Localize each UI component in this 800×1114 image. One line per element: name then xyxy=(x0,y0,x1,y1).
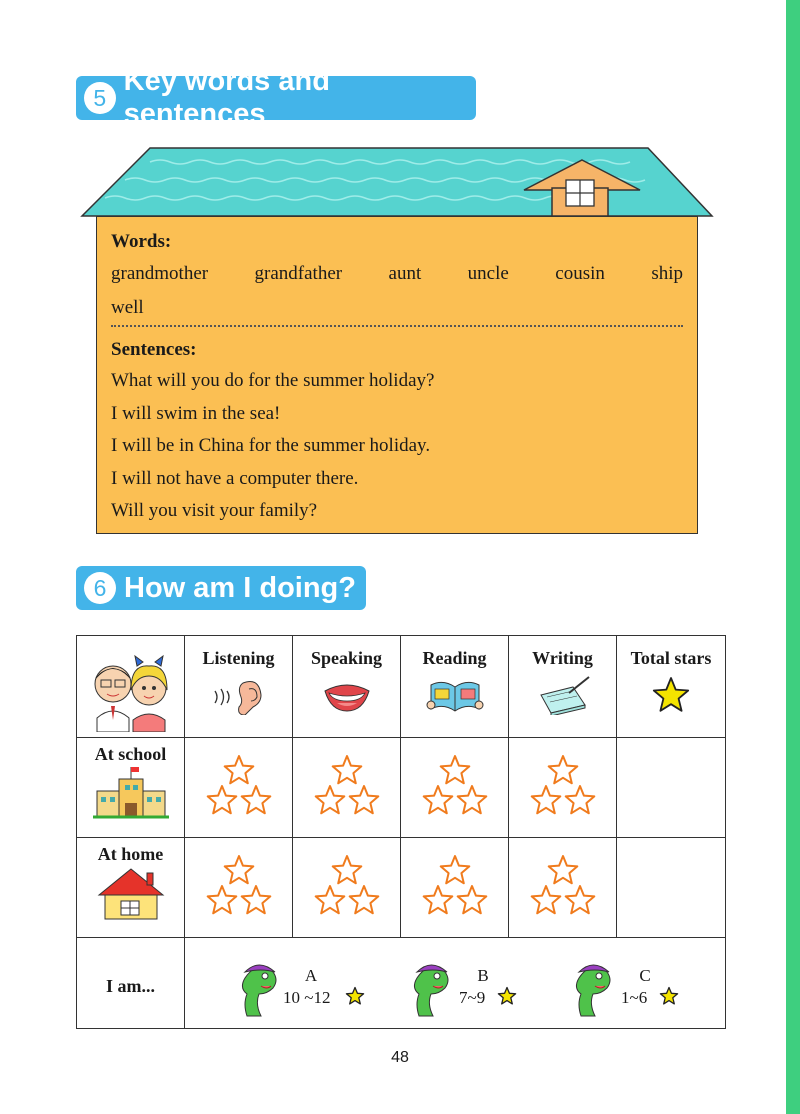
grade-range: 7~9 xyxy=(459,988,486,1007)
yellow-star-icon xyxy=(651,675,691,715)
section-5-number: 5 xyxy=(84,82,116,114)
total-stars-label: Total stars xyxy=(630,648,712,668)
listening-home-stars xyxy=(185,838,293,938)
table-row xyxy=(77,738,726,838)
word-item: uncle xyxy=(467,263,509,284)
writing-header xyxy=(509,636,617,738)
writing-school-stars xyxy=(509,738,617,838)
sentence-item: Will you visit your family? xyxy=(111,500,318,521)
section-5-title: Key words and sentences xyxy=(123,65,330,130)
sentence-item: I will be in China for the summer holiday. xyxy=(111,435,431,456)
dinosaur-icon xyxy=(235,958,283,1018)
word-item: grandfather xyxy=(254,263,343,284)
star-rating-icon xyxy=(528,854,598,918)
house-roof xyxy=(0,0,800,230)
reading-label: Reading xyxy=(422,648,487,668)
section-6-number: 6 xyxy=(84,572,116,604)
star-rating-icon xyxy=(312,754,382,818)
at-home-cell xyxy=(77,838,185,938)
yellow-star-icon xyxy=(659,986,679,1006)
speaking-home-stars xyxy=(293,838,401,938)
star-rating-icon xyxy=(420,854,490,918)
speaking-header xyxy=(293,636,401,738)
listening-school-stars xyxy=(185,738,293,838)
reading-home-stars xyxy=(401,838,509,938)
kids-icon xyxy=(81,636,181,732)
star-rating-icon xyxy=(312,854,382,918)
grade-letter: A xyxy=(304,966,318,985)
sentence-item: I will swim in the sea! xyxy=(111,402,281,424)
dinosaur-icon xyxy=(569,958,617,1018)
i-am-cell xyxy=(77,938,185,1029)
reading-header xyxy=(401,636,509,738)
speaking-school-stars xyxy=(293,738,401,838)
at-school-label: At school xyxy=(94,744,167,764)
table-row xyxy=(77,938,726,1029)
words-list xyxy=(111,257,683,291)
at-home-label: At home xyxy=(97,844,164,864)
writing-label: Writing xyxy=(532,648,593,668)
key-words-panel xyxy=(96,216,698,534)
i-am-label: I am... xyxy=(106,976,155,996)
grade-b xyxy=(407,958,537,1018)
grade-range: 10 ~12 xyxy=(283,988,331,1007)
total-stars-school-cell[interactable] xyxy=(617,738,726,838)
ear-icon xyxy=(209,675,269,715)
at-school-cell xyxy=(77,738,185,838)
notebook-icon xyxy=(533,675,593,715)
grade-a xyxy=(235,958,365,1018)
reading-school-stars xyxy=(401,738,509,838)
word-item: cousin xyxy=(555,263,605,284)
words-label: Words: xyxy=(111,231,172,252)
sentence-item: I will not have a computer there. xyxy=(111,467,359,489)
word-item: ship xyxy=(651,263,683,284)
listening-header xyxy=(185,636,293,738)
table-row xyxy=(77,838,726,938)
school-building-icon xyxy=(91,765,171,821)
star-rating-icon xyxy=(204,754,274,818)
grade-letter: C xyxy=(639,966,651,985)
self-assessment-table xyxy=(76,635,726,1029)
dinosaur-icon xyxy=(407,958,455,1018)
sentences-label: Sentences: xyxy=(111,339,197,360)
kids-cell xyxy=(77,636,185,738)
total-stars-home-cell[interactable] xyxy=(617,838,726,938)
speaking-label: Speaking xyxy=(310,648,383,668)
star-rating-icon xyxy=(420,754,490,818)
grade-c xyxy=(569,958,699,1018)
star-rating-icon xyxy=(528,754,598,818)
star-rating-icon xyxy=(204,854,274,918)
sentence-item: What will you do for the summer holiday? xyxy=(111,370,435,391)
word-item: aunt xyxy=(388,263,422,284)
word-item: well xyxy=(111,297,144,318)
grade-range: 1~6 xyxy=(621,988,648,1007)
section-6-title: How am I doing? xyxy=(124,571,356,604)
dotted-divider xyxy=(111,325,683,327)
book-icon xyxy=(425,675,485,715)
total-stars-header xyxy=(617,636,726,738)
grade-letter: B xyxy=(477,966,489,985)
listening-label: Listening xyxy=(202,648,275,668)
writing-home-stars xyxy=(509,838,617,938)
word-item: grandmother xyxy=(111,263,209,284)
house-icon xyxy=(91,865,171,923)
yellow-star-icon xyxy=(345,986,365,1006)
page-number: 48 xyxy=(391,1049,409,1066)
yellow-star-icon xyxy=(497,986,517,1006)
section-6-header xyxy=(76,566,366,610)
grade-cell xyxy=(185,938,726,1029)
mouth-icon xyxy=(317,675,377,715)
table-header-row xyxy=(77,636,726,738)
